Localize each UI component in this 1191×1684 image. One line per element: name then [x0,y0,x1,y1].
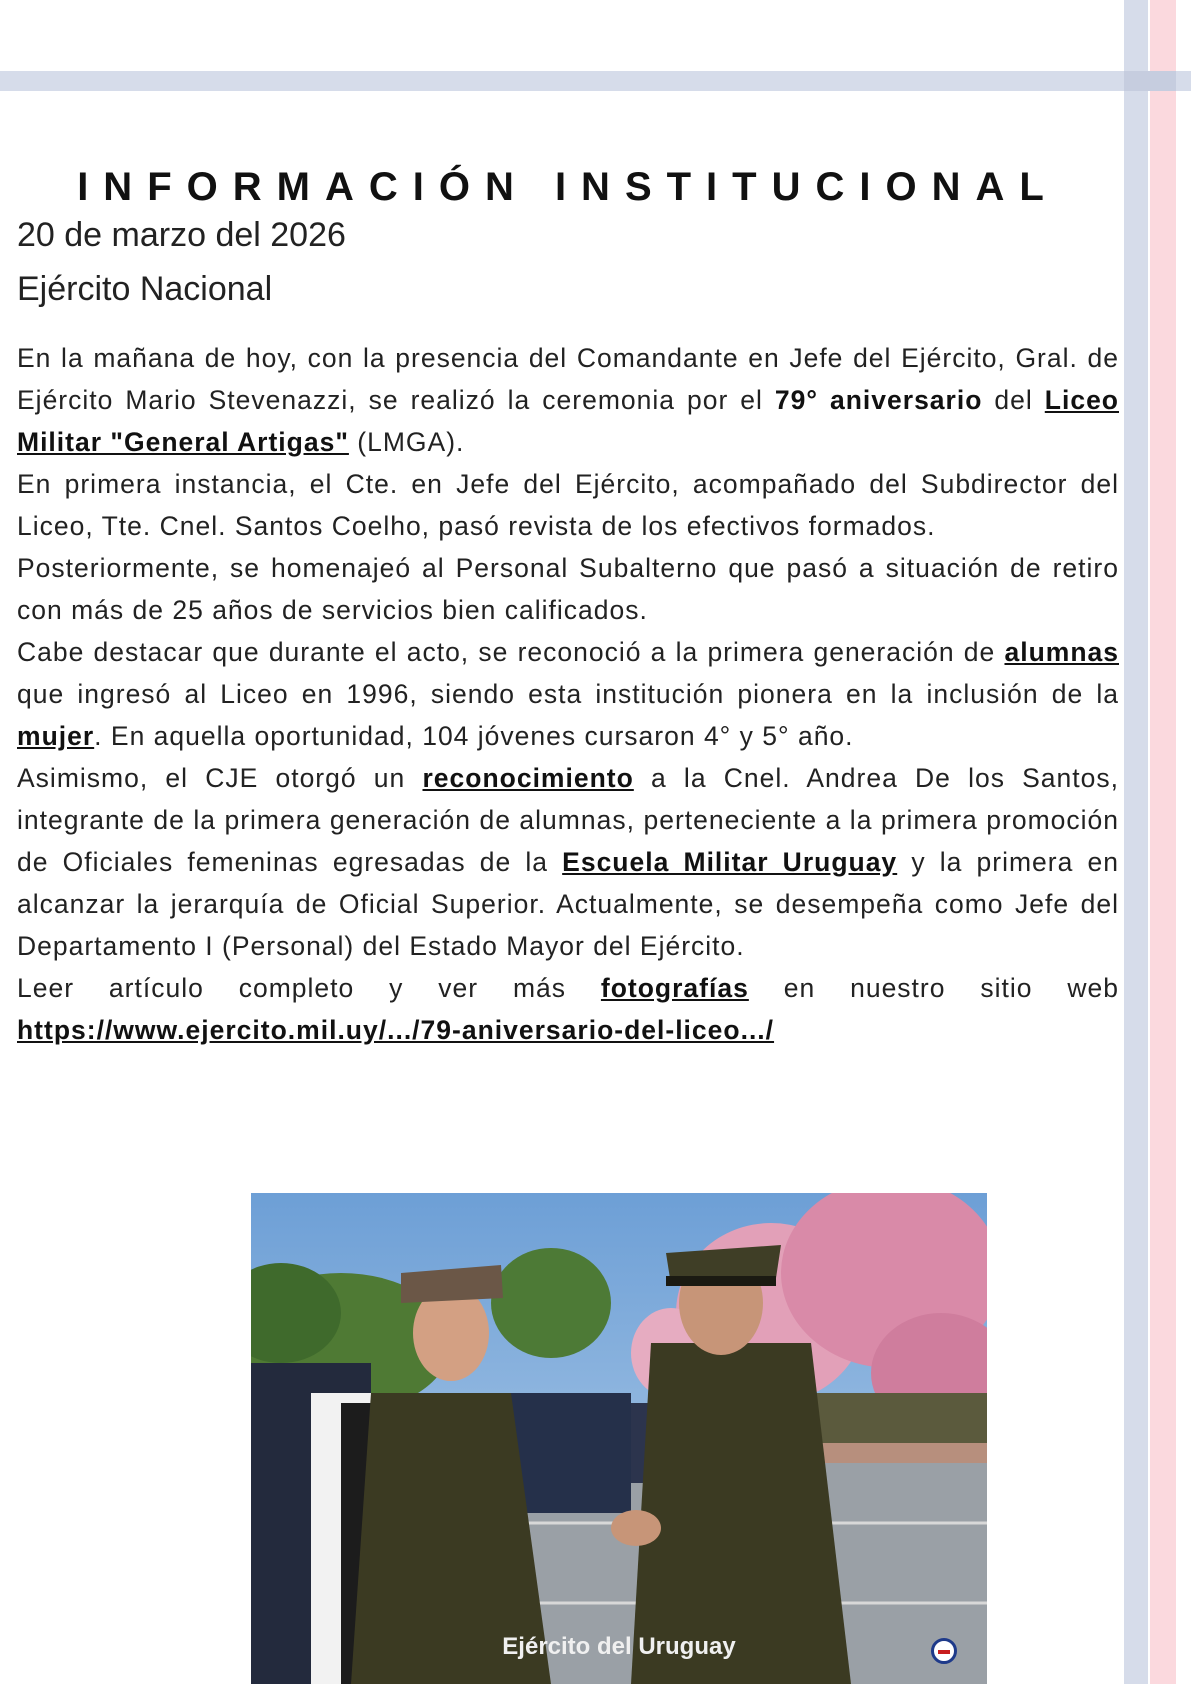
article-url-link[interactable]: https://www.ejercito.mil.uy/.../79-aniversario-del-liceo.../ [17,1015,775,1045]
paragraph-6: Leer artículo completo y ver más fotografías en nuestro sitio web https://www.ejercito.mil.uy/.../79-aniversario-del-liceo.../ [17,973,1119,1045]
stripe-overlap [1124,71,1176,91]
organization-name: Ejército Nacional [17,270,273,308]
article-body [17,337,1119,1051]
escuela-militar-link[interactable]: Escuela Militar Uruguay [562,847,898,877]
alumnas-link[interactable]: alumnas [1004,637,1119,667]
header-band [0,71,1191,91]
photo-illustration [251,1193,987,1684]
fotografias-link[interactable]: fotografías [600,973,749,1003]
army-logo-icon [931,1638,957,1664]
paragraph-1: En la mañana de hoy, con la presencia del Comandante en Jefe del Ejército, Gral. de Ejército Mario Stevenazzi, se realizó la ceremonia por el 79° aniversario del Liceo Militar "General Artigas" (LMGA). [17,343,1119,457]
photo-watermark: Ejército del Uruguay [502,1633,736,1660]
reconocimiento-link[interactable]: reconocimiento [422,763,634,793]
side-stripe-pink [1150,0,1176,1684]
paragraph-5: Asimismo, el CJE otorgó un reconocimiento a la Cnel. Andrea De los Santos, integrante de la primera generación de alumnas, perteneciente a la primera promoción de Oficiales femeninas egresadas de la Escuela Militar Uruguay y la primera en alcanzar la jerarquía de Oficial Superior. Actualmente, se desempeña como Jefe del Departamento I (Personal) del Estado Mayor del Ejército. [17,763,1119,961]
side-stripe-blue [1124,0,1148,1684]
liceo-militar-link[interactable]: Liceo Militar "General Artigas" [17,385,1119,457]
paragraph-4: Cabe destacar que durante el acto, se reconoció a la primera generación de alumnas que ingresó al Liceo en 1996, siendo esta institución pionera en la inclusión de la mujer. En aquella oportunidad, 104 jóvenes cursaron 4° y 5° año. [17,637,1119,751]
anniversary-highlight: 79° aniversario [774,385,983,415]
page-title: INFORMACIÓN INSTITUCIONAL [77,165,1059,209]
mujer-link[interactable]: mujer [17,721,95,751]
paragraph-3: Posteriormente, se homenajeó al Personal Subalterno que pasó a situación de retiro con más de 25 años de servicios bien calificados. [17,553,1119,625]
ceremony-photo [251,1193,987,1684]
publish-date: 20 de marzo del 2026 [17,216,346,254]
paragraph-2: En primera instancia, el Cte. en Jefe del Ejército, acompañado del Subdirector del Liceo, Tte. Cnel. Santos Coelho, pasó revista de los efectivos formados. [17,469,1119,541]
